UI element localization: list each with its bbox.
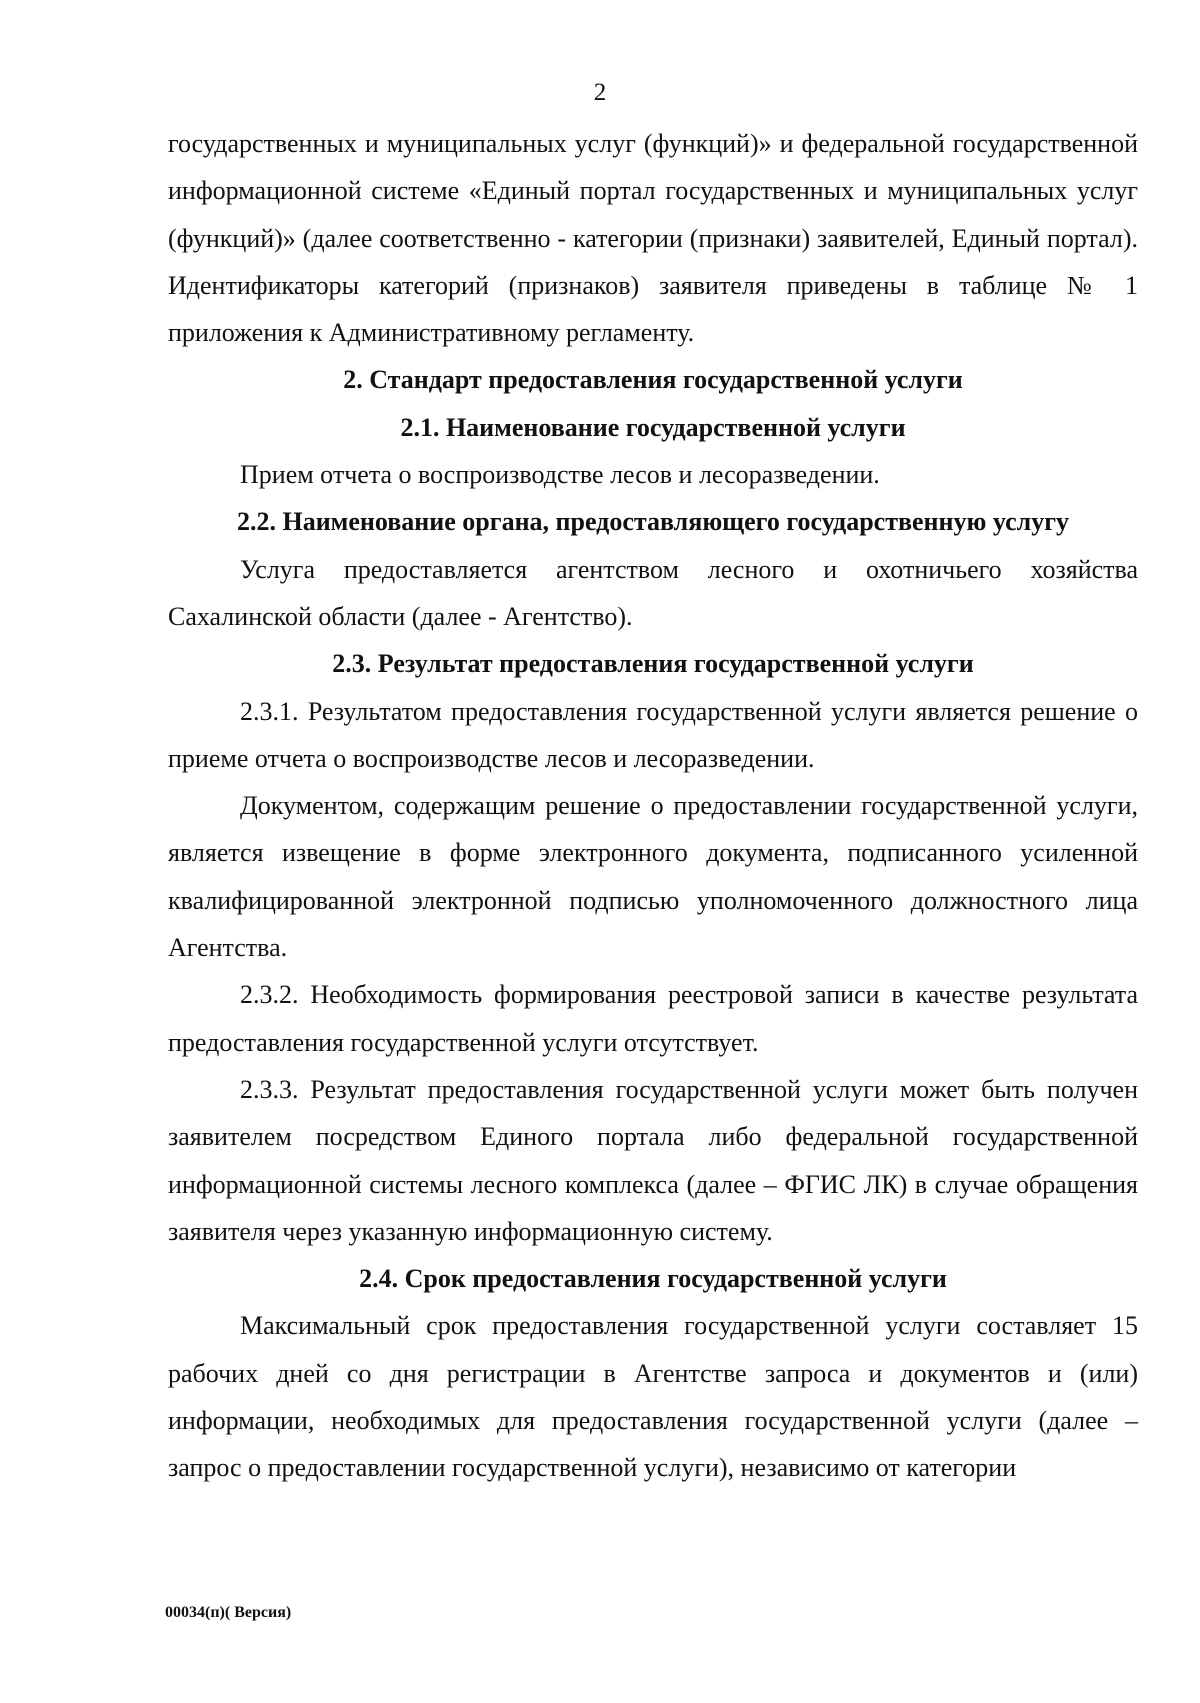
paragraph-2-2: Услуга предоставляется агентством лесного и охотничьего хозяйства Сахалинской области (далее - Агентство). (168, 554, 1138, 631)
footer-document-code: 00034(п)( Версия) (165, 1604, 292, 1621)
document-body (168, 120, 1138, 1492)
paragraph-2-3-2: 2.3.2. Необходимость формирования реестровой записи в качестве результата предоставления государственной услуги отсутствует. (168, 980, 1138, 1057)
section-heading-2-2: 2.2. Наименование органа, предоставляющего государственную услугу (236, 507, 1070, 537)
section-heading-2: 2. Стандарт предоставления государственной услуги (343, 365, 963, 395)
paragraph-2-3-3: 2.3.3. Результат предоставления государственной услуги может быть получен заявителем посредством Единого портала либо федеральной государственной информационной системы лесного комплекса (далее – ФГИС ЛК) в случае обращения заявителя через указанную информационную систему. (168, 1074, 1138, 1246)
page-number: 2 (593, 79, 607, 106)
paragraph-2-4: Максимальный срок предоставления государственной услуги составляет 15 рабочих дней со дня регистрации в Агентстве запроса и документов и (или) информации, необходимых для предоставления государственной услуги (далее – запрос о предоставлении государственной услуги), независимо от категории (168, 1311, 1138, 1483)
section-heading-2-4: 2.4. Срок предоставления государственной услуги (359, 1264, 947, 1294)
section-heading-2-3: 2.3. Результат предоставления государственной услуги (332, 649, 974, 679)
paragraph-2-3-1: 2.3.1. Результатом предоставления государственной услуги является решение о приеме отчета о воспроизводстве лесов и лесоразведении. (168, 696, 1138, 773)
paragraph-2-3-document: Документом, содержащим решение о предоставлении государственной услуги, является извещение в форме электронного документа, подписанного усиленной квалифицированной электронной подписью уполномоченного должностного лица Агентства. (168, 791, 1138, 963)
paragraph-2-1: Прием отчета о воспроизводстве лесов и лесоразведении. (240, 460, 880, 490)
section-heading-2-1: 2.1. Наименование государственной услуги (400, 412, 906, 442)
paragraph-continuation: государственных и муниципальных услуг (функций)» и федеральной государственной информационной системе «Единый портал государственных и муниципальных услуг (функций)» (далее соответственно - категории (признаки) заявителей, Единый портал). Идентификаторы категорий (признаков) заявителя приведены в таблице № 1 приложения к Административному регламенту. (168, 129, 1138, 348)
